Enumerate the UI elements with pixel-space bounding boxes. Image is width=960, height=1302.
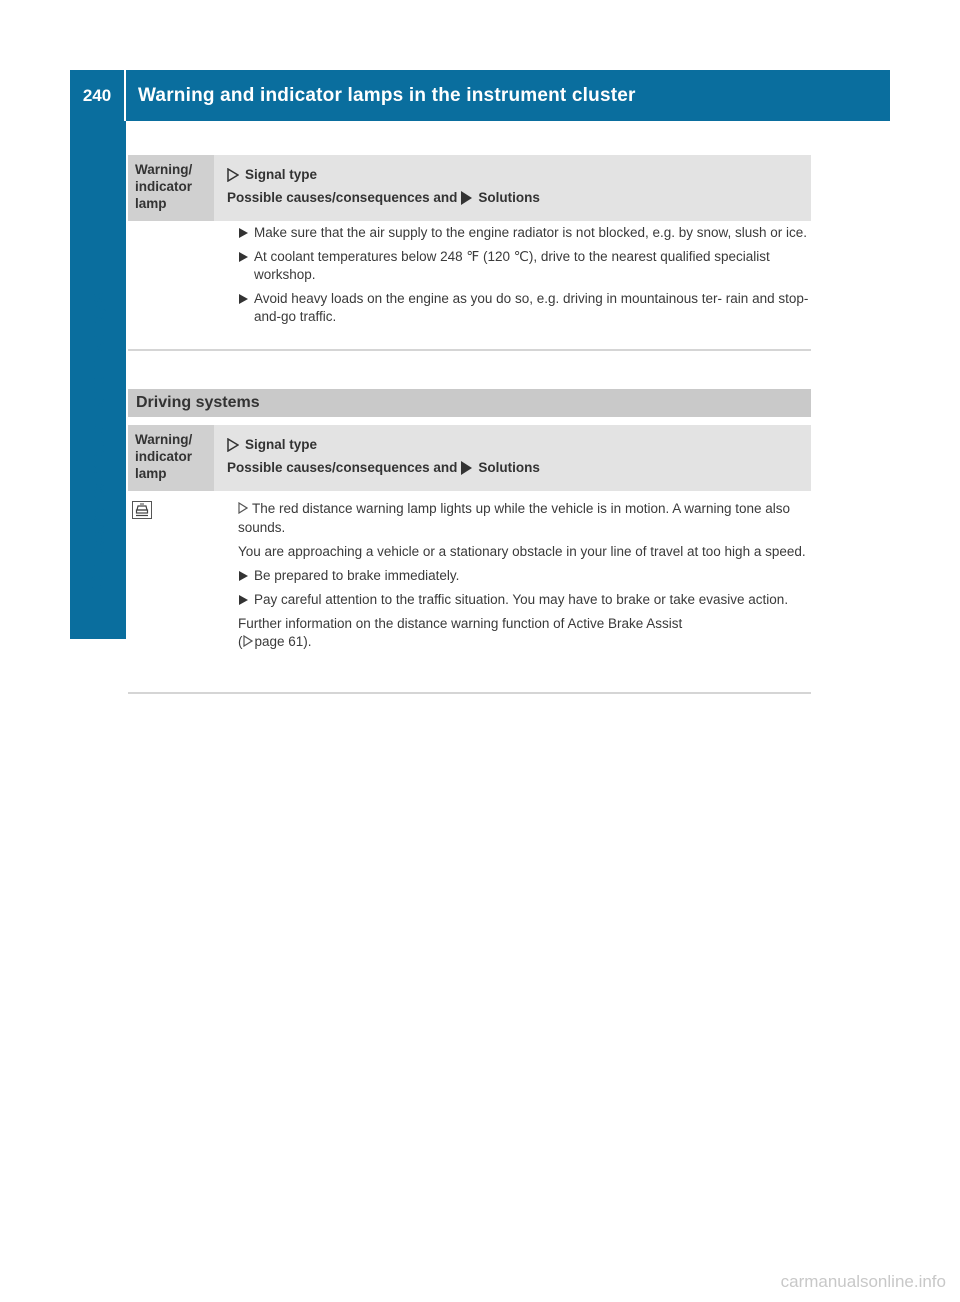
lamp-column-header: Warning/ indicator lamp [128,425,214,491]
signal-type-icon [238,501,252,519]
table2-body [238,500,810,652]
info-column-header [227,433,540,479]
distance-warning-icon [132,501,152,519]
action-arrow-icon [239,294,248,304]
watermark: carmanualsonline.info [780,1272,946,1291]
cause-description: You are approaching a vehicle or a stationary obstacle in your line of travel at too high a speed. [238,544,806,559]
action-arrow-icon [239,228,248,238]
page-title: Warning and indicator lamps in the instrument cluster [138,84,636,106]
list-item: Pay careful attention to the traffic situation. You may have to brake or take evasive action. [238,591,810,609]
section-heading: Driving systems [128,389,811,417]
solutions-label: Solutions [478,460,540,475]
table1-body [238,224,810,326]
chapter-label: On-board computer and displays [88,292,109,590]
solutions-label: Solutions [478,190,540,205]
page-number: 240 [70,70,126,121]
possible-causes-label: Possible causes/consequences and [227,460,458,475]
table2-header [128,425,811,491]
table2-divider [128,692,811,694]
signal-type-label: Signal type [245,437,318,452]
list-item: Avoid heavy loads on the engine as you do so, e.g. driving in mountainous ter- rain and stop-and-go traffic. [238,290,810,326]
page-reference-link[interactable]: page 61). [254,634,312,649]
solutions-arrow-icon [461,461,472,475]
page-header [70,70,890,121]
table1-divider [128,349,811,351]
signal-description: The red distance warning lamp lights up while the vehicle is in motion. A warning tone also sounds. [238,501,791,535]
action-arrow-icon [239,571,248,581]
signal-type-label: Signal type [245,167,318,182]
table1-header [128,155,811,221]
further-info: Further information on the distance warning function of Active Brake Assist ( page 61). [238,615,810,652]
signal-type-icon [227,168,239,182]
signal-type-icon [227,438,239,452]
page-reference-icon [243,634,255,652]
lamp-column-header: Warning/ indicator lamp [128,155,214,221]
action-arrow-icon [239,252,248,262]
info-column-header [227,163,540,209]
possible-causes-label: Possible causes/consequences and [227,190,458,205]
list-item: Make sure that the air supply to the engine radiator is not blocked, e.g. by snow, slush or ice. [238,224,810,242]
solutions-arrow-icon [461,191,472,205]
list-item: At coolant temperatures below 248 ℉ (120 ℃), drive to the nearest qualified specialist workshop. [238,248,810,284]
action-arrow-icon [239,595,248,605]
list-item: Be prepared to brake immediately. [238,567,810,585]
